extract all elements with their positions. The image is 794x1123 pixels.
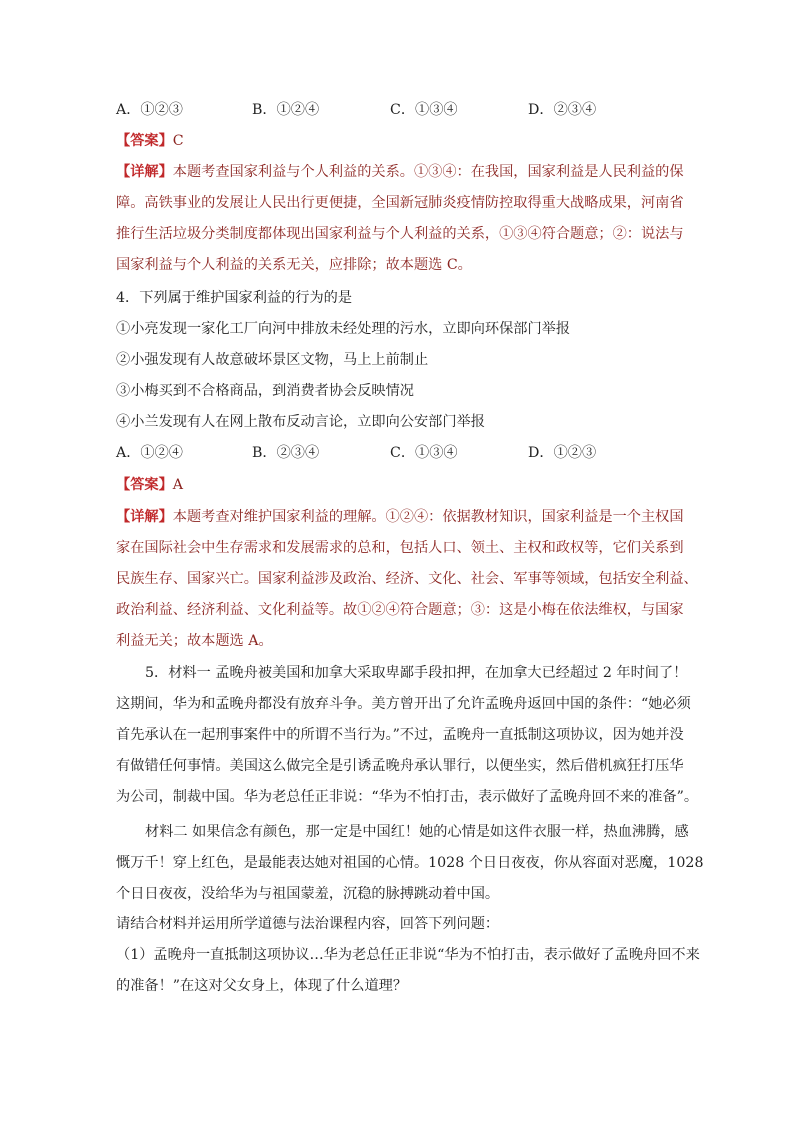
q3-answer-value: C [172, 133, 184, 149]
q5-sub1-line-1: （1）孟晚舟一直抵制这项协议…华为老总任正非说“华为不怕打击，表示做好了孟晚舟回不来 [116, 947, 700, 963]
q4-detail-text-1: 本题考查对维护国家利益的理解。①②④：依据教材知识，国家利益是一个主权国 [172, 509, 684, 525]
q5-material1-line-2: 这期间，华为和孟晚舟都没有放弃斗争。美方曾开出了允许孟晚舟返回中国的条件：“她必须 [116, 696, 691, 712]
q3-option-c: C．①③④ [390, 102, 458, 118]
q3-option-b: B．①②④ [252, 102, 320, 118]
q5-material1-line-4: 有做错任何事情。美国这么做完全是引诱孟晚舟承认罪行，以便坐实，然后借机疯狂打压华 [116, 758, 684, 774]
q5-material2-line-2: 慨万千！穿上红色，是最能表达她对祖国的心情。1028 个日日夜夜，你从容面对恶魔，1028 [116, 855, 704, 871]
q4-item-4: ④小兰发现有人在网上散布反动言论，立即向公安部门举报 [116, 414, 485, 430]
q4-item-1: ①小亮发现一家化工厂向河中排放未经处理的污水，立即向环保部门举报 [116, 321, 571, 337]
q4-stem: 4．下列属于维护国家利益的行为的是 [116, 290, 353, 306]
q4-item-3: ③小梅买到不合格商品，到消费者协会反映情况 [116, 383, 414, 399]
q3-detail-tag: 【详解】 [116, 164, 173, 180]
q3-detail-line-2: 障。高铁事业的发展让人民出行更便捷，全国新冠肺炎疫情防控取得重大战略成果，河南省 [116, 195, 684, 211]
q5-material2-line-1: 材料二 如果信念有颜色，那一定是中国红！她的心情是如这件衣服一样，热血沸腾，感 [145, 824, 689, 840]
q4-option-d: D．①②③ [528, 445, 597, 461]
q3-detail-line-3: 推行生活垃圾分类制度都体现出国家利益与个人利益的关系，①③④符合题意；②：说法与 [116, 226, 684, 242]
q4-answer-value: A [172, 477, 184, 493]
q3-option-d: D．②③④ [528, 102, 597, 118]
q3-answer [116, 131, 184, 151]
q3-detail-line-1 [116, 162, 684, 182]
q5-material2-line-3: 个日日夜夜，没给华为与祖国蒙羞，沉稳的脉搏跳动着中国。 [116, 886, 500, 902]
q3-answer-tag: 【答案】 [116, 133, 173, 149]
q4-detail-line-4: 政治利益、经济利益、文化利益等。故①②④符合题意；③：这是小梅在依法维权，与国家 [116, 602, 684, 618]
q4-answer-tag: 【答案】 [116, 477, 173, 493]
q4-item-2: ②小强发现有人故意破坏景区文物，马上上前制止 [116, 352, 429, 368]
q4-detail-tag: 【详解】 [116, 509, 173, 525]
q4-detail-line-2: 家在国际社会中生存需求和发展需求的总和，包括人口、领土、主权和政权等，它们关系到 [116, 540, 684, 556]
q3-detail-line-4: 国家利益与个人利益的关系无关，应排除；故本题选 C。 [116, 257, 472, 273]
q4-detail-line-1 [116, 507, 684, 527]
q3-detail-text-1: 本题考查国家利益与个人利益的关系。①③④：在我国，国家利益是人民利益的保 [172, 164, 684, 180]
q4-option-a: A．①②④ [116, 445, 183, 461]
q5-material1-line-5: 为公司，制裁中国。华为老总任正非说：“华为不怕打击，表示做好了孟晚舟回不来的准备”。 [116, 789, 699, 805]
q5-instruction: 请结合材料并运用所学道德与法治课程内容，回答下列问题： [116, 916, 500, 932]
q5-material1-line-1: 5．材料一 孟晚舟被美国和加拿大采取卑鄙手段扣押，在加拿大已经超过 2 年时间了！ [145, 665, 688, 681]
q4-answer [116, 475, 183, 495]
q4-option-c: C．①③④ [390, 445, 458, 461]
q5-sub1-line-2: 的准备！”在这对父女身上，体现了什么道理？ [116, 978, 408, 994]
q3-option-a: A．①②③ [116, 102, 183, 118]
q4-detail-line-5: 利益无关；故本题选 A。 [116, 633, 273, 649]
q4-detail-line-3: 民族生存、国家兴亡。国家利益涉及政治、经济、文化、社会、军事等领域，包括安全利益、 [116, 571, 698, 587]
q5-material1-line-3: 首先承认在一起刑事案件中的所谓不当行为。”不过，孟晚舟一直抵制这项协议，因为她并没 [116, 727, 684, 743]
q4-option-b: B．②③④ [252, 445, 320, 461]
